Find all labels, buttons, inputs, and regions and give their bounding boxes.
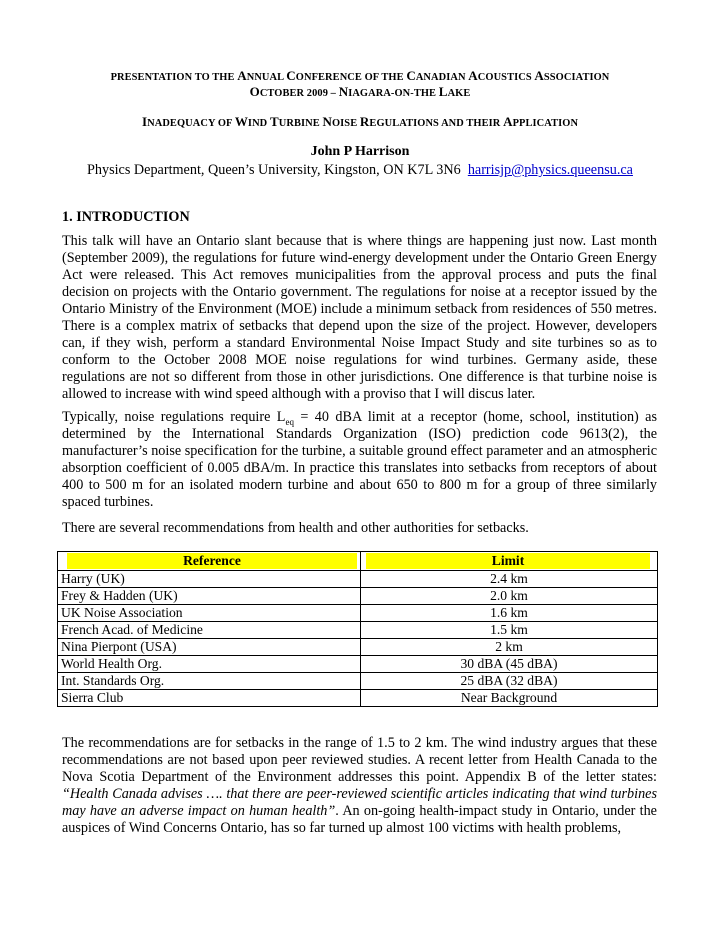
paragraph-4: The recommendations are for setbacks in the range of 1.5 to 2 km. The wind industry argues that these recommendations are not based upon peer reviewed studies. A recent letter from Health Canada to the Nova Scotia Department of the Environment addresses this point. Appendix B of the letter states: “Health Canada advises …. that there are peer-reviewed scientific articles indicating that wind turbines may have an adverse impact on human health”. An on-going health-impact study in Ontario, under the auspices of Wind Concerns Ontario, has so far turned up almost 100 victims with health problems, xyxy=(62,735,657,836)
affiliation-text: Physics Department, Queen’s University, Kingston, ON K7L 3N6 xyxy=(87,162,461,178)
conference-header-line1: PRESENTATION TO THE ANNUAL CONFERENCE OF THE CANADIAN ACOUSTICS ASSOCIATION xyxy=(110,68,610,83)
table-header-row xyxy=(58,552,658,571)
paragraph-3: There are several recommendations from health and other authorities for setbacks. xyxy=(62,520,529,536)
table-row: Harry (UK) 2.4 km xyxy=(58,571,658,588)
health-canada-quote: “Health Canada advises …. that there are peer-reviewed scientific articles indicating that wind turbines may have an adverse impact on human health” xyxy=(62,786,657,819)
table-row: World Health Org. 30 dBA (45 dBA) xyxy=(58,656,658,673)
setback-recommendations-table xyxy=(57,551,658,707)
header-limit: Limit xyxy=(366,553,650,569)
table-row: Int. Standards Org. 25 dBA (32 dBA) xyxy=(58,673,658,690)
header-reference: Reference xyxy=(67,553,357,569)
paper-title: INADEQUACY OF WIND TURBINE NOISE REGULATIONS AND THEIR APPLICATION xyxy=(141,114,579,129)
author-name: John P Harrison xyxy=(310,144,410,159)
section-heading-introduction: 1. INTRODUCTION xyxy=(62,209,190,225)
table-row: Nina Pierpont (USA) 2 km xyxy=(58,639,658,656)
leq-subscript: eq xyxy=(285,416,294,427)
table-row: Frey & Hadden (UK) 2.0 km xyxy=(58,588,658,605)
paragraph-2: Typically, noise regulations require $L_{eq} = 40$ dBA limit at a receptor (home, school, institution) as determined by the International Standards Organization (ISO) prediction code 9613(2), the manufacturer’s noise specification for the turbine, a suitable ground effect parameter and an atmospheric absorption coefficient of 0.005 dBA/m. In practice this translates into setbacks from receptors of about 400 to 500 m for an isolated modern turbine and about 650 to 800 m for a group of three similarly spaced turbines. xyxy=(62,409,657,510)
email-link[interactable]: harrisjp@physics.queensu.ca xyxy=(467,162,633,178)
author-affiliation xyxy=(40,162,680,179)
conference-header-line2: OCTOBER 2009 – NIAGARA-ON-THE LAKE xyxy=(249,84,471,99)
table-row: French Acad. of Medicine 1.5 km xyxy=(58,622,658,639)
paragraph-1: This talk will have an Ontario slant because that is where things are happening just now. Last month (September 2009), the regulations for future wind-energy development under the Ontario Green Energy Act were released. This Act removes municipalities from the approval process and puts the final decision on projects with the Ontario government. The regulations for noise at a receptor issued by the Ontario Ministry of the Environment (MOE) include a minimum setback from residences of 550 metres. There is a complex matrix of setbacks that depend upon the size of the project. However, developers can, if they wish, perform a standard Environmental Noise Impact Study and site turbines so as to conform to the October 2008 MOE noise regulations for wind turbines. Germany aside, these regulations are not so different from those in other jurisdictions. One difference is that turbine noise is allowed to increase with wind speed although with a proviso that I will discus later. xyxy=(62,233,657,402)
table-row: UK Noise Association 1.6 km xyxy=(58,605,658,622)
table-row: Sierra Club Near Background xyxy=(58,690,658,707)
